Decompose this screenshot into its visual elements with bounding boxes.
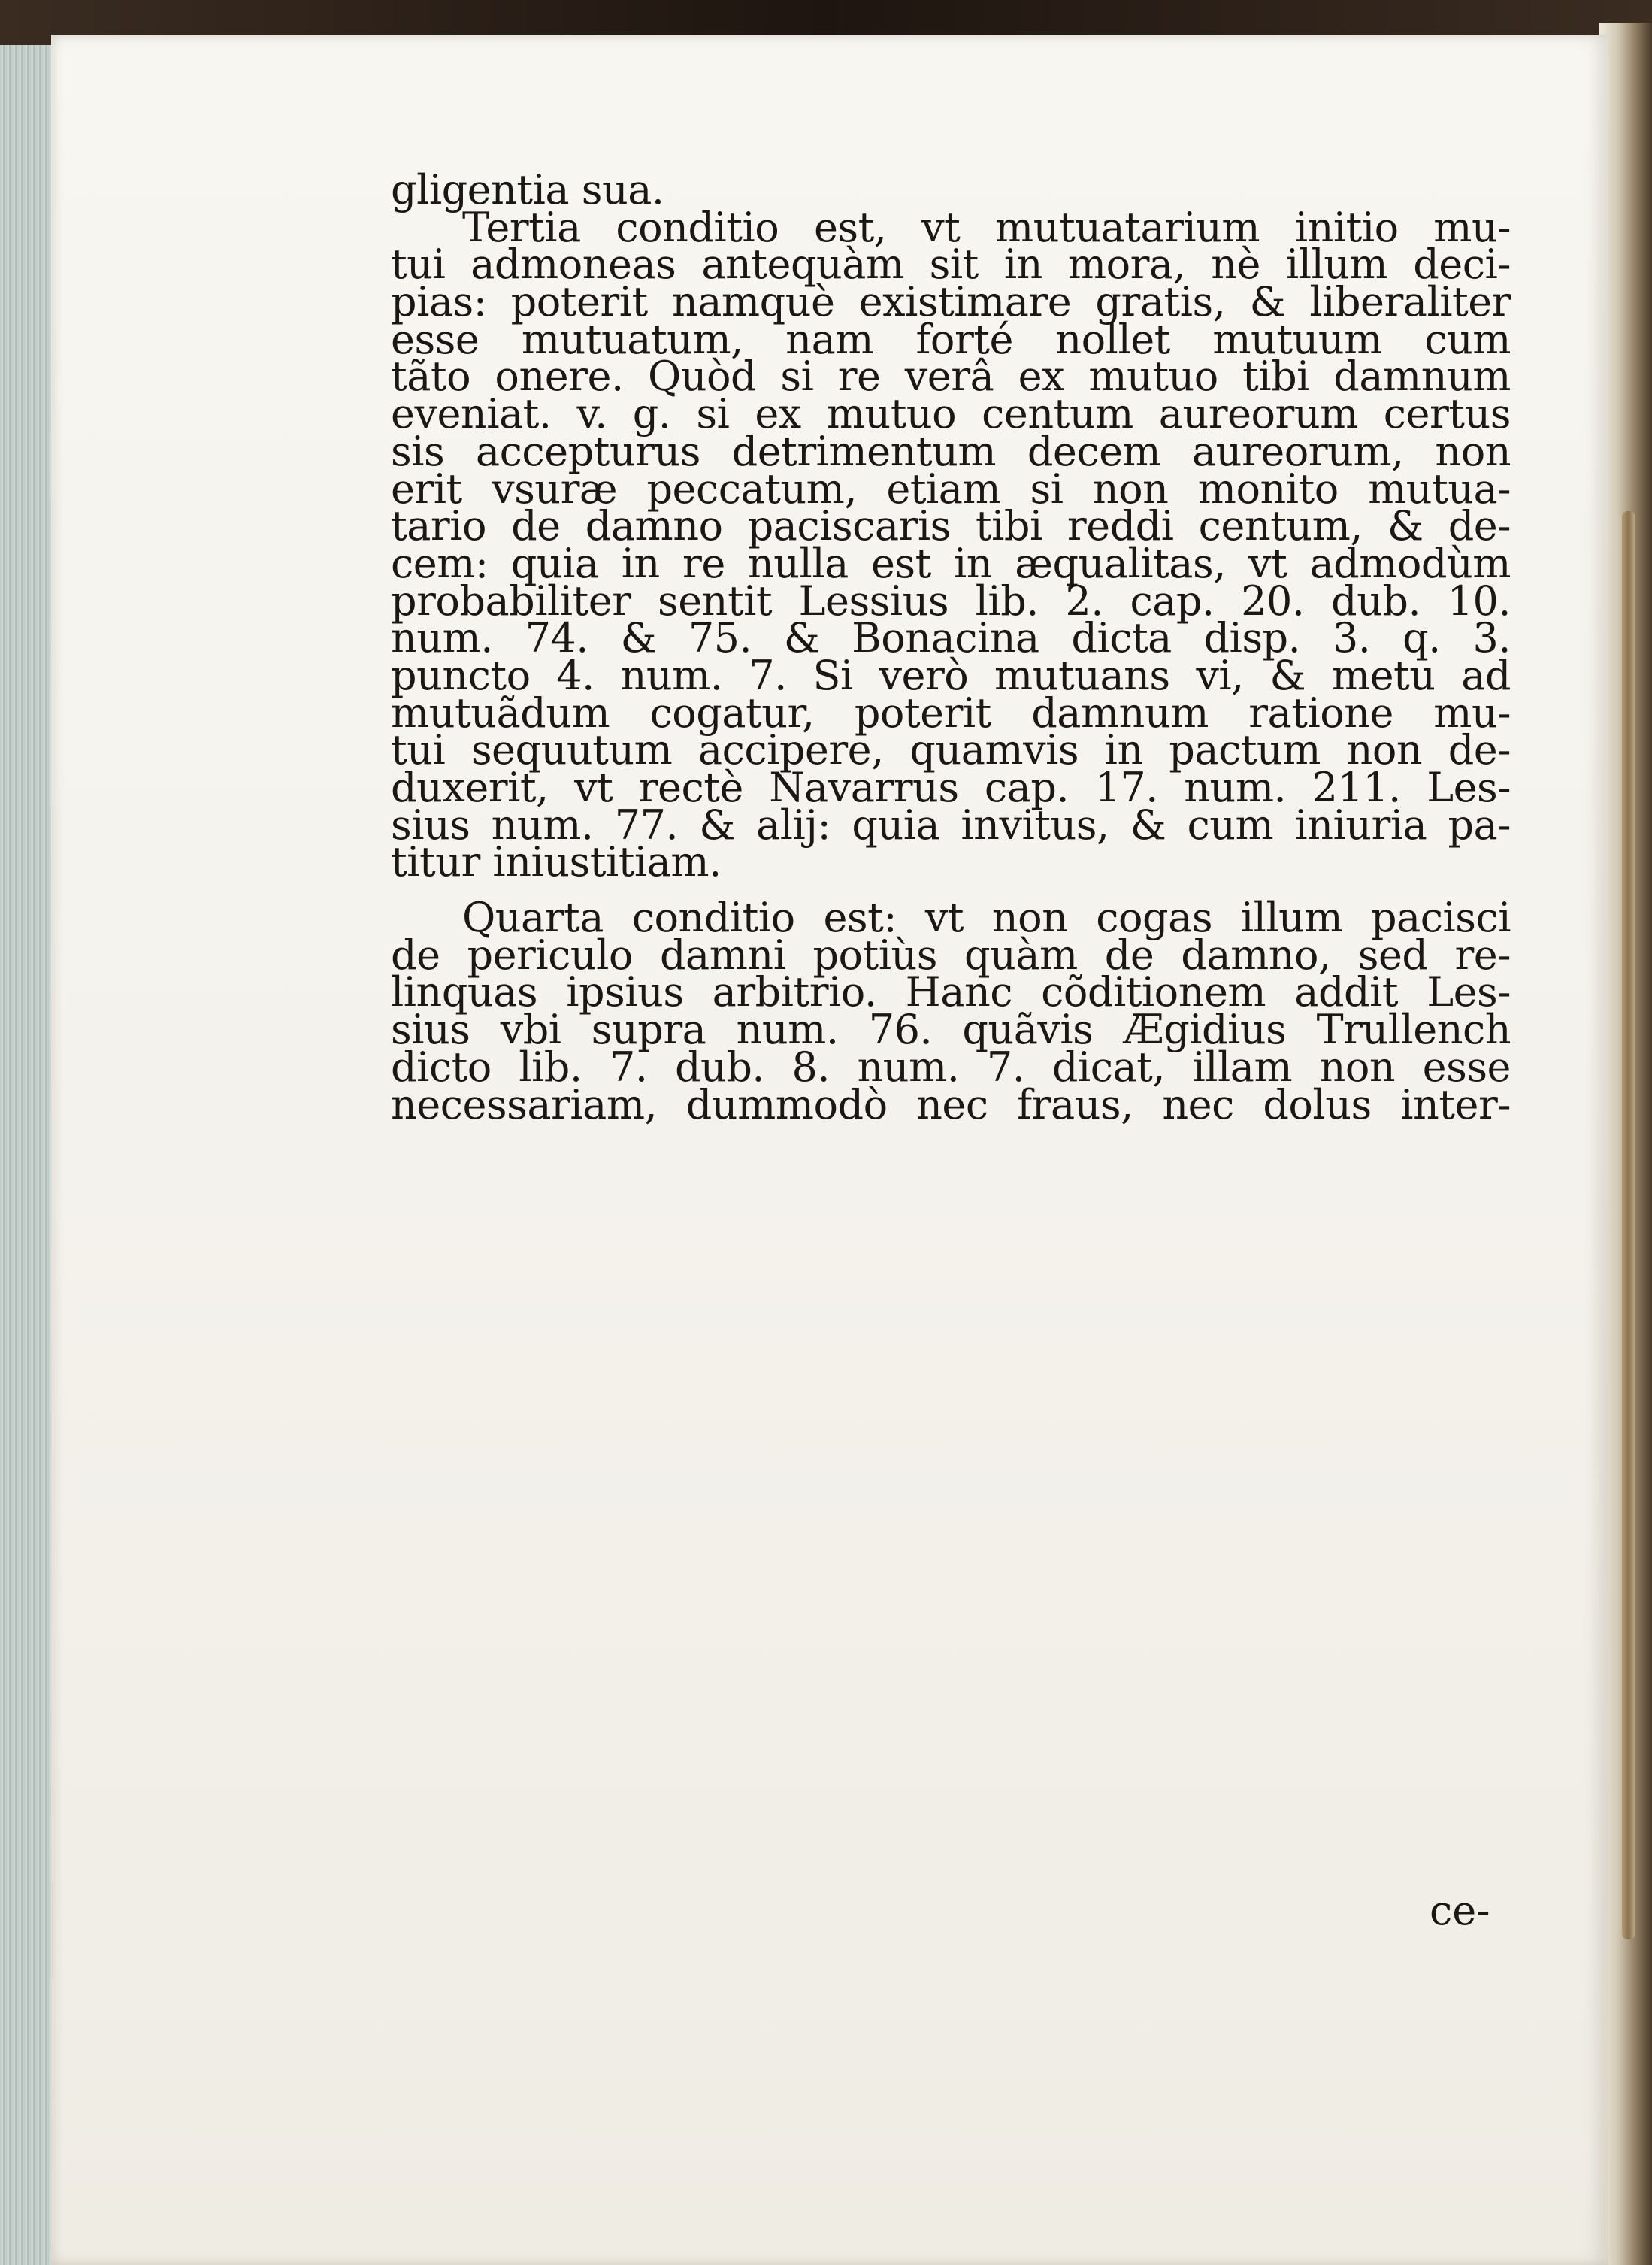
text-line: tãto onere. Quòd si re verâ ex mutuo tibi damnum — [391, 353, 1511, 401]
text-line: probabiliter sentit Lessius lib. 2. cap. 20. dub. 10. — [391, 577, 1511, 625]
binding-strip — [1622, 511, 1635, 1939]
text-line: Tertia conditio est, vt mutuatarium initio mu- — [462, 203, 1511, 251]
text-line: duxerit, vt rectè Navarrus cap. 17. num. 211. Les- — [391, 764, 1511, 811]
text-line: num. 74. & 75. & Bonacina dicta disp. 3. q. 3. — [391, 614, 1511, 662]
text-line: tui sequutum accipere, quamvis in pactum non de- — [391, 726, 1511, 774]
text-line: tui admoneas antequàm sit in mora, nè illum deci- — [391, 241, 1511, 289]
text-line: sis accepturus detrimentum decem aureorum, non — [391, 427, 1511, 475]
text-line: de periculo damni potiùs quàm de damno, sed re- — [391, 931, 1511, 979]
text-line: linquas ipsius arbitrio. Hanc cõditionem addit Les- — [391, 968, 1511, 1016]
text-line: eveniat. v. g. si ex mutuo centum aureorum certus — [391, 390, 1511, 438]
text-line: tario de damno paciscaris tibi reddi centum, & de- — [391, 502, 1511, 550]
text-line: erit vsuræ peccatum, etiam si non monito mutua- — [391, 465, 1511, 513]
catchword: ce- — [1430, 1887, 1490, 1934]
page-text — [391, 166, 1511, 1128]
text-line: Quarta conditio est: vt non cogas illum pacisci — [462, 894, 1511, 942]
text-line: necessariam, dummodò nec fraus, nec dolus inter- — [391, 1080, 1511, 1128]
text-line: sius num. 77. & alij: quia invitus, & cum iniuria pa- — [391, 801, 1511, 849]
text-line: mutuãdum cogatur, poterit damnum ratione mu- — [391, 689, 1511, 737]
text-line: puncto 4. num. 7. Si verò mutuans vi, & metu ad — [391, 651, 1511, 699]
text-line: esse mutuatum, nam forté nollet mutuum cum — [391, 315, 1511, 363]
text-line: gligentia sua. — [391, 166, 664, 213]
left-page-edge — [0, 45, 56, 2265]
text-line: dicto lib. 7. dub. 8. num. 7. dicat, illam non esse — [391, 1043, 1511, 1091]
text-line: pias: poterit namquè existimare gratis, & liberaliter — [391, 278, 1511, 326]
text-line: titur iniustitiam. — [391, 838, 722, 886]
text-line: sius vbi supra num. 76. quãvis Ægidius Trullench — [391, 1006, 1511, 1054]
text-line: cem: quia in re nulla est in æqualitas, vt admodùm — [391, 539, 1511, 587]
